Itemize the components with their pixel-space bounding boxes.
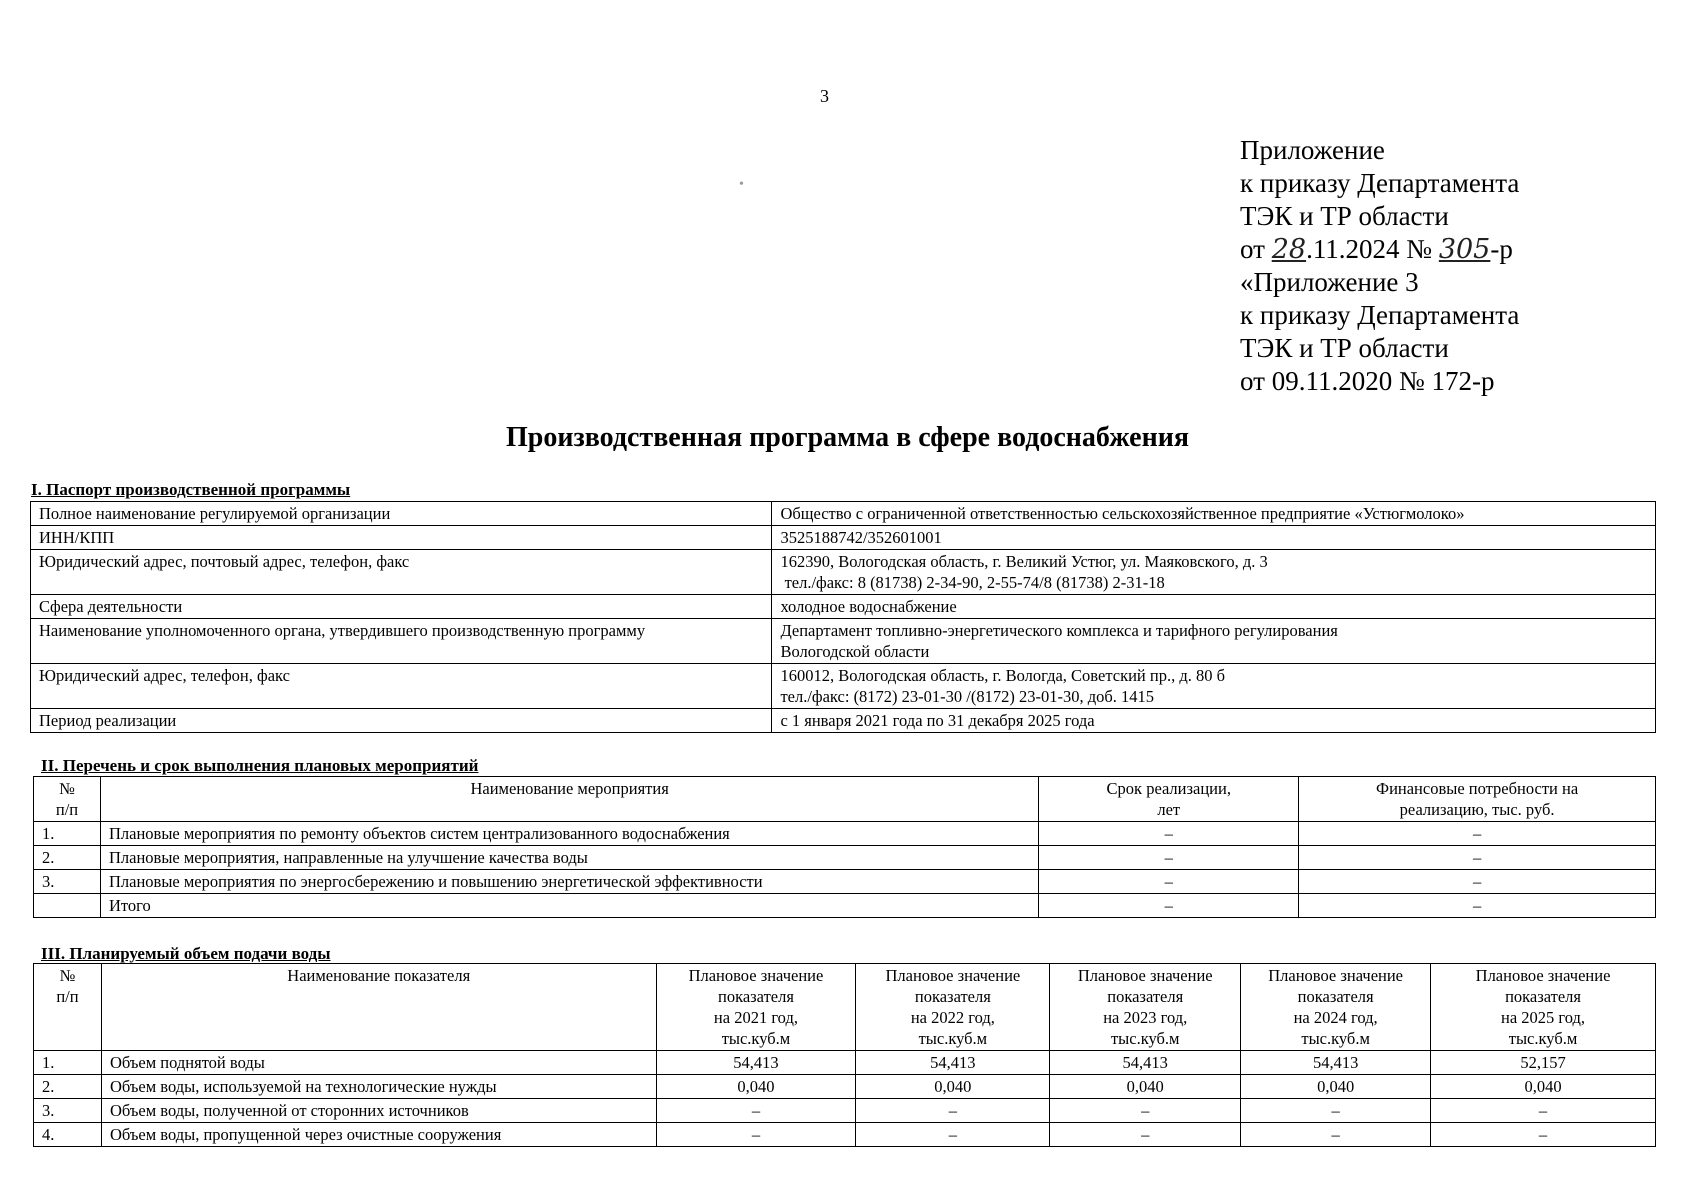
passport-value <box>772 595 1656 619</box>
passport-row <box>31 502 1656 526</box>
volume-value: 0,040 <box>656 1075 856 1099</box>
volume-name: Объем воды, пропущенной через очистные сооружения <box>101 1123 656 1147</box>
passport-value-line: холодное водоснабжение <box>780 597 957 616</box>
measure-period: – <box>1039 822 1299 846</box>
volume-value: – <box>856 1099 1050 1123</box>
col-header-period: Срок реализации, лет <box>1039 777 1299 822</box>
volume-value: 54,413 <box>656 1051 856 1075</box>
col-header-finance: Финансовые потребности на реализацию, тыс. руб. <box>1299 777 1656 822</box>
passport-label: Полное наименование регулируемой организации <box>31 502 772 526</box>
passport-value <box>772 709 1656 733</box>
passport-value-line: Департамент топливно-энергетического комплекса и тарифного регулирования <box>780 621 1338 640</box>
volume-value: 0,040 <box>1050 1075 1241 1099</box>
col-header-2023: Плановое значение показателя на 2023 год, тыс.куб.м <box>1050 964 1241 1051</box>
volume-value: 54,413 <box>1050 1051 1241 1075</box>
scan-speck: • <box>739 177 744 192</box>
volume-num: 4. <box>34 1123 102 1147</box>
date-rest: .11.2024 № <box>1306 234 1433 264</box>
volume-value: – <box>1431 1123 1656 1147</box>
passport-value <box>772 619 1656 664</box>
appendix-line: «Приложение 3 <box>1240 267 1419 297</box>
passport-value-line: Вологодской области <box>780 642 930 661</box>
volume-value: – <box>1241 1099 1431 1123</box>
handwritten-day: 28 <box>1271 234 1307 265</box>
volume-num: 2. <box>34 1075 102 1099</box>
passport-label: Юридический адрес, телефон, факс <box>31 664 772 709</box>
passport-label: Период реализации <box>31 709 772 733</box>
volume-value: – <box>1241 1123 1431 1147</box>
document-title: Производственная программа в сфере водоснабжения <box>505 422 1190 453</box>
section1-heading: I. Паспорт производственной программы <box>31 480 351 499</box>
measure-period: – <box>1039 894 1299 918</box>
appendix-line: Приложение <box>1240 135 1385 165</box>
appendix-line: ТЭК и ТР области <box>1240 201 1449 231</box>
volume-value: – <box>656 1123 856 1147</box>
passport-value-line: с 1 января 2021 года по 31 декабря 2025 года <box>780 711 1095 730</box>
col-header-num: № п/п <box>34 964 102 1051</box>
appendix-line: от 09.11.2020 № 172-р <box>1240 366 1495 396</box>
passport-value-line: 162390, Вологодская область, г. Великий Устюг, ул. Маяковского, д. 3 <box>780 552 1268 571</box>
appendix-date-line <box>1240 233 1519 266</box>
measures-table <box>33 776 1656 918</box>
passport-value <box>772 502 1656 526</box>
col-header-2021: Плановое значение показателя на 2021 год, тыс.куб.м <box>656 964 856 1051</box>
volume-num: 3. <box>34 1099 102 1123</box>
col-header-2025: Плановое значение показателя на 2025 год, тыс.куб.м <box>1431 964 1656 1051</box>
measure-num: 2. <box>34 846 101 870</box>
passport-value-line: тел./факс: 8 (81738) 2-34-90, 2-55-74/8 (81738) 2-31-18 <box>780 573 1165 592</box>
volume-value: 54,413 <box>856 1051 1050 1075</box>
volume-value: 0,040 <box>1431 1075 1656 1099</box>
appendix-line: ТЭК и ТР области <box>1240 333 1449 363</box>
order-suffix: -р <box>1490 234 1513 264</box>
appendix-block <box>1240 134 1519 398</box>
volume-value: – <box>656 1099 856 1123</box>
volume-name: Объем поднятой воды <box>101 1051 656 1075</box>
measure-row <box>34 870 1656 894</box>
measure-period: – <box>1039 846 1299 870</box>
volume-row <box>34 1051 1656 1075</box>
passport-label: Юридический адрес, почтовый адрес, телефон, факс <box>31 550 772 595</box>
volume-row <box>34 1075 1656 1099</box>
col-header-name: Наименование показателя <box>101 964 656 1051</box>
volume-value: – <box>1050 1123 1241 1147</box>
page-number: 3 <box>820 86 829 106</box>
measure-name: Плановые мероприятия по энергосбережению и повышению энергетической эффективности <box>100 870 1038 894</box>
measure-finance: – <box>1299 870 1656 894</box>
measure-period: – <box>1039 870 1299 894</box>
volume-value: 54,413 <box>1241 1051 1431 1075</box>
passport-label: Сфера деятельности <box>31 595 772 619</box>
measure-finance: – <box>1299 822 1656 846</box>
passport-value-line: 3525188742/352601001 <box>780 528 942 547</box>
section3-heading: III. Планируемый объем подачи воды <box>41 944 331 963</box>
measure-num: 3. <box>34 870 101 894</box>
measure-finance: – <box>1299 894 1656 918</box>
passport-row <box>31 619 1656 664</box>
col-header-num: № п/п <box>34 777 101 822</box>
handwritten-order-number: 305 <box>1438 234 1491 265</box>
date-prefix: от <box>1240 234 1265 264</box>
volume-row <box>34 1123 1656 1147</box>
passport-row <box>31 664 1656 709</box>
volume-value: 0,040 <box>856 1075 1050 1099</box>
volume-num: 1. <box>34 1051 102 1075</box>
passport-value <box>772 550 1656 595</box>
passport-row <box>31 709 1656 733</box>
passport-value-line: тел./факс: (8172) 23-01-30 /(8172) 23-01-30, доб. 1415 <box>780 687 1155 706</box>
measure-finance: – <box>1299 846 1656 870</box>
passport-value <box>772 664 1656 709</box>
measure-name: Плановые мероприятия, направленные на улучшение качества воды <box>100 846 1038 870</box>
col-header-2022: Плановое значение показателя на 2022 год, тыс.куб.м <box>856 964 1050 1051</box>
col-header-2024: Плановое значение показателя на 2024 год, тыс.куб.м <box>1241 964 1431 1051</box>
passport-row <box>31 595 1656 619</box>
passport-row <box>31 550 1656 595</box>
appendix-line: к приказу Департамента <box>1240 168 1520 198</box>
volume-value: – <box>1050 1099 1241 1123</box>
col-header-name: Наименование мероприятия <box>100 777 1038 822</box>
measure-num: 1. <box>34 822 101 846</box>
water-volume-table <box>33 963 1656 1147</box>
appendix-line: к приказу Департамента <box>1240 300 1520 330</box>
section2-heading: II. Перечень и срок выполнения плановых мероприятий <box>41 756 479 775</box>
volume-row <box>34 1099 1656 1123</box>
passport-label: ИНН/КПП <box>31 526 772 550</box>
passport-table <box>30 501 1656 733</box>
volume-name: Объем воды, используемой на технологические нужды <box>101 1075 656 1099</box>
measure-row <box>34 846 1656 870</box>
measure-row <box>34 894 1656 918</box>
passport-value-line: 160012, Вологодская область, г. Вологда, Советский пр., д. 80 б <box>780 666 1225 685</box>
measure-row <box>34 822 1656 846</box>
passport-value-line: Общество с ограниченной ответственностью сельскохозяйственное предприятие «Устюгмолоко» <box>780 504 1465 523</box>
volume-name: Объем воды, полученной от сторонних источников <box>101 1099 656 1123</box>
measure-num <box>34 894 101 918</box>
measure-name: Итого <box>100 894 1038 918</box>
volume-value: – <box>856 1123 1050 1147</box>
passport-label: Наименование уполномоченного органа, утвердившего производственную программу <box>31 619 772 664</box>
measure-name: Плановые мероприятия по ремонту объектов систем централизованного водоснабжения <box>100 822 1038 846</box>
volume-value: 0,040 <box>1241 1075 1431 1099</box>
passport-value <box>772 526 1656 550</box>
volume-value: – <box>1431 1099 1656 1123</box>
passport-row <box>31 526 1656 550</box>
volume-value: 52,157 <box>1431 1051 1656 1075</box>
